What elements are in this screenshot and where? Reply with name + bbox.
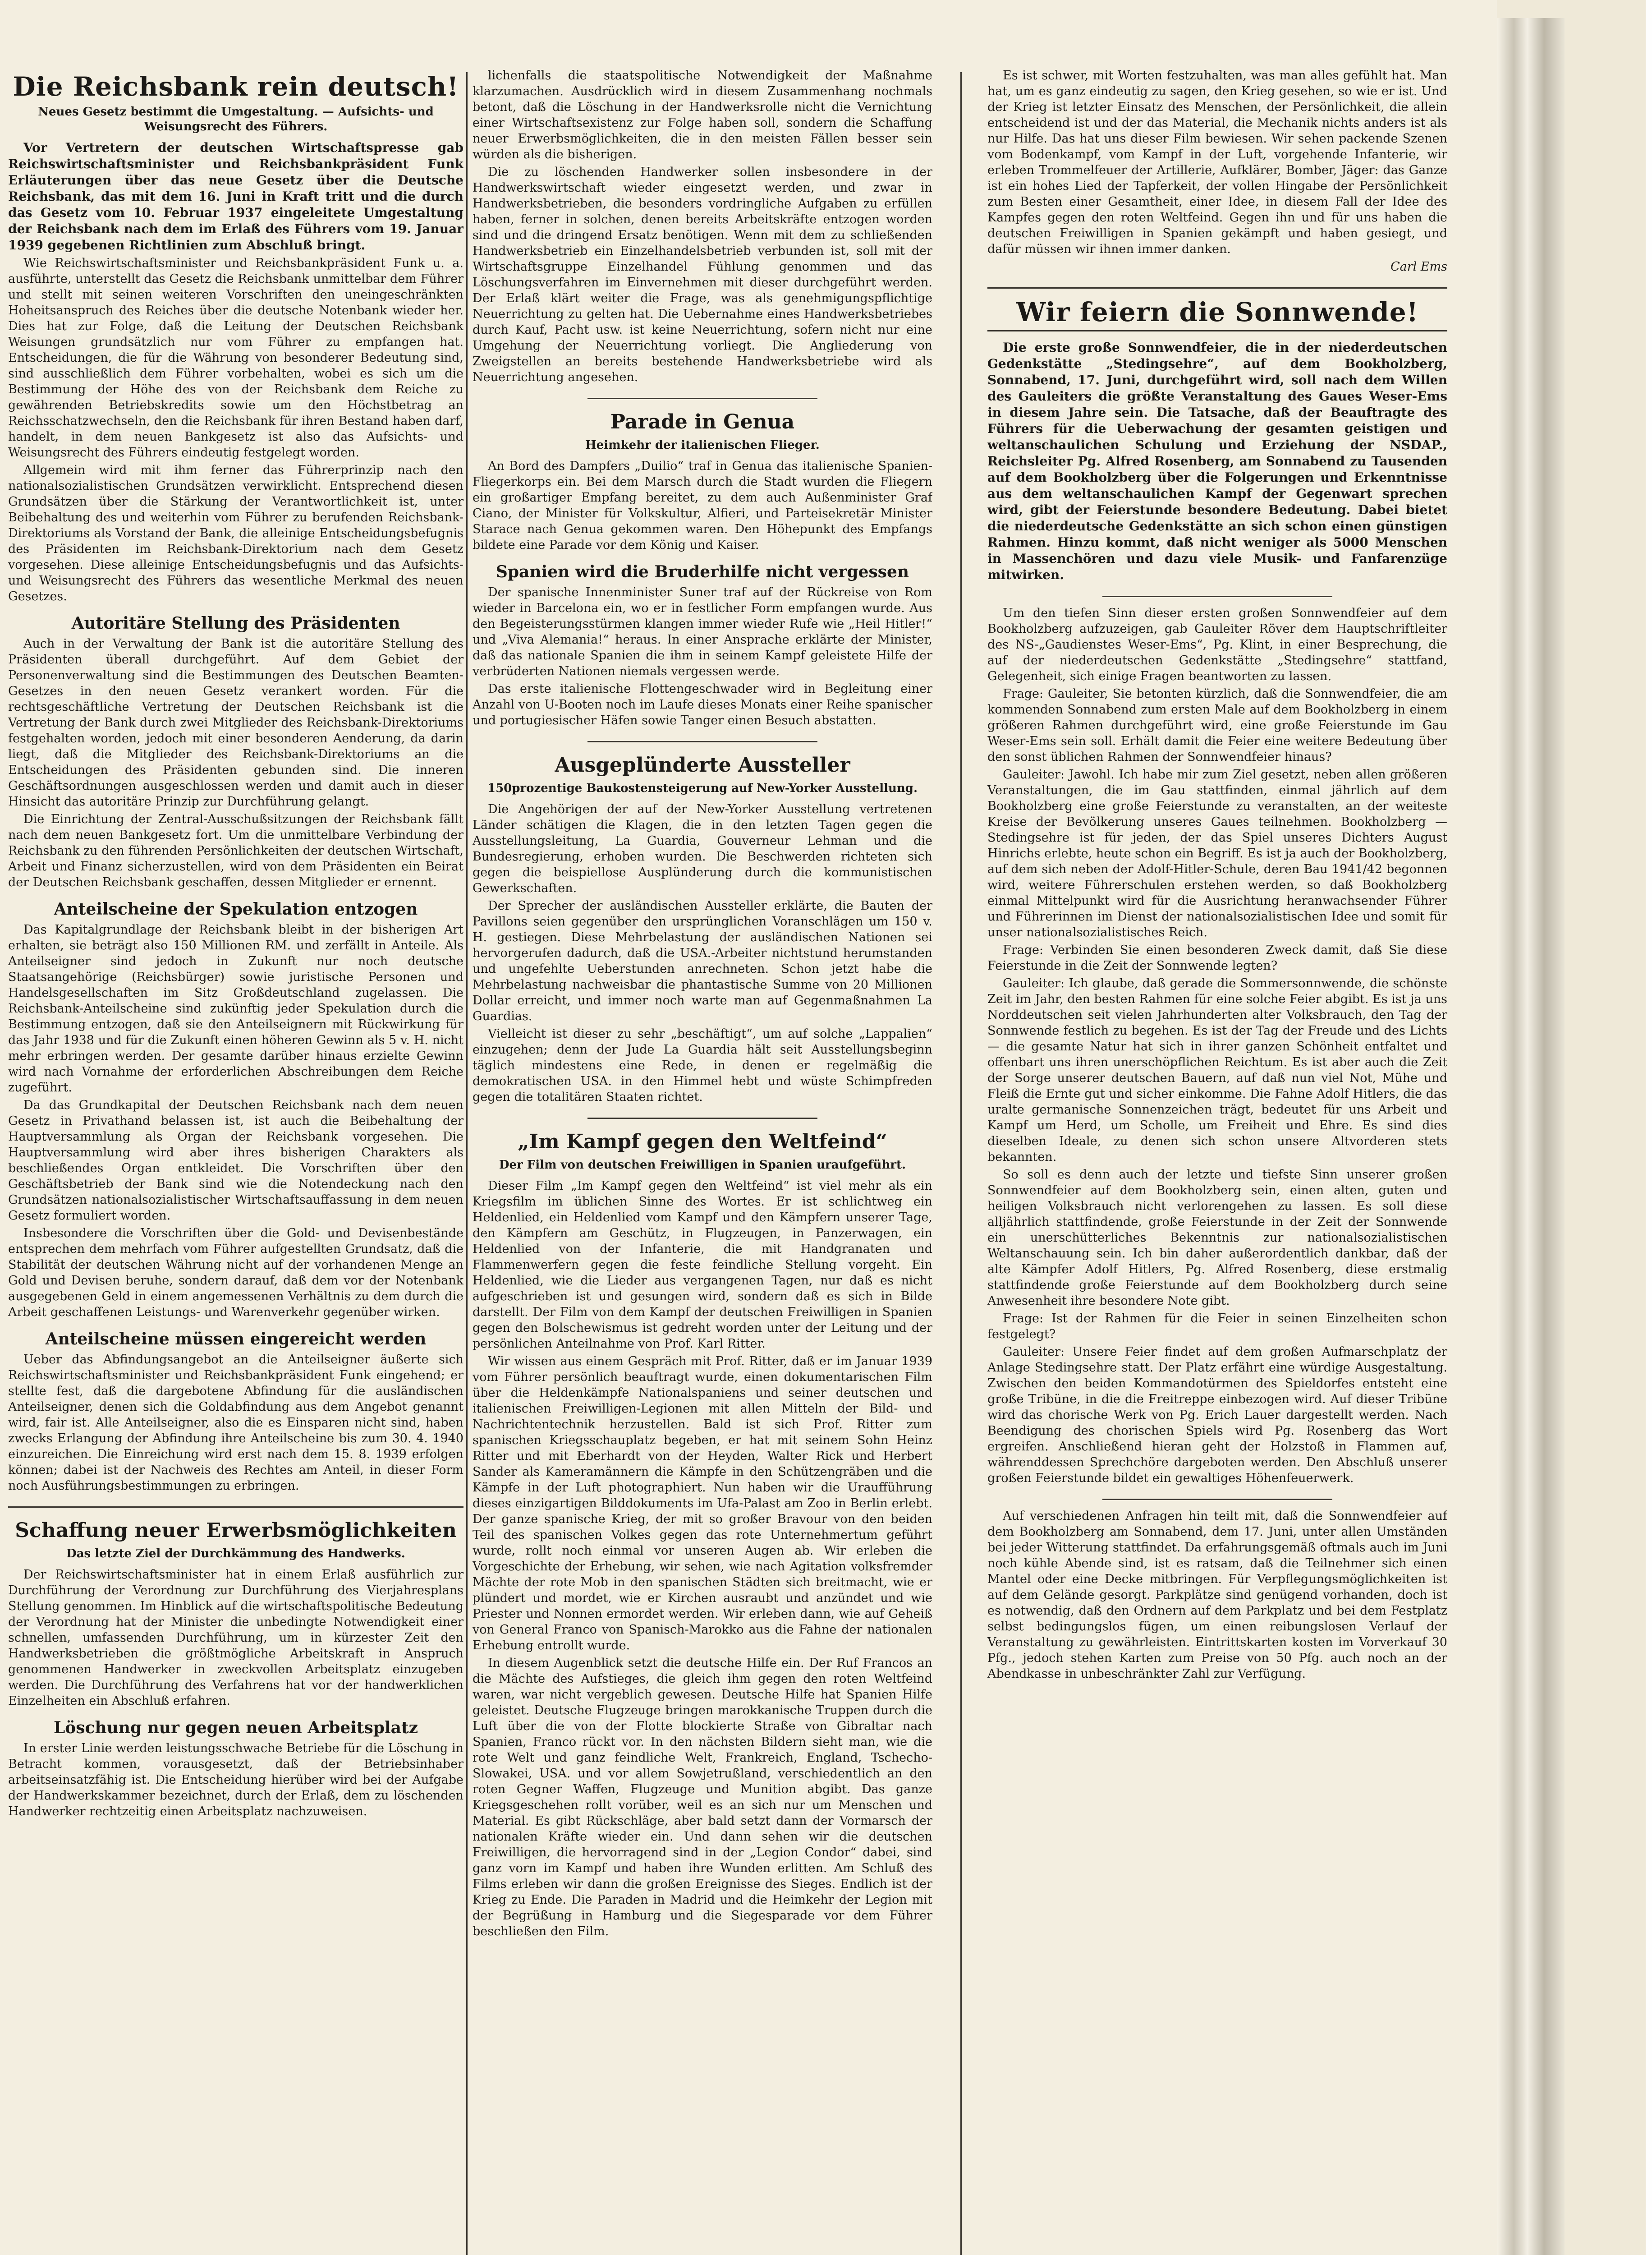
- column-3: [987, 68, 1447, 2255]
- article-separator: [987, 287, 1447, 289]
- article-paragraph: Es ist schwer, mit Worten festzuhalten, was man alles gefühlt hat. Man hat, um es ganz eindeutig zu sagen, den Krieg gesehen, so wie er ist. Und der Krieg ist letzter Einsatz des Menschen, der Persönlichkeit, die allein entscheidend ist und der das Material, die Mechanik nichts anders ist als nur Hilfe. Das hat uns dieser Film bewiesen. Wir sehen packende Szenen vom Bodenkampf, vom Kampf in der Luft, vorgehende Infanterie, wir erleben Trommelfeuer der Artillerie, Aufklärer, Bomber, Jäger: das Ganze ist ein hohes Lied der Tapferkeit, der vollen Hingabe der Persönlichkeit zum Besten einer Gesamtheit, einer Idee, in diesem Fall der Idee des Kampfes gegen den roten Weltfeind. Gegen ihn und für uns haben die deutschen Freiwilligen in Spanien gekämpft und haben gesiegt, und dafür müssen wir ihnen immer danken.: [987, 69, 1447, 256]
- author-signature: Carl Ems: [1390, 260, 1447, 274]
- lead-paragraph: Vor Vertretern der deutschen Wirtschaftspresse gab Reichswirtschaftsminister und Reichsbankpräsident Funk Erläuterungen über das neue Gesetz über die Deutsche Reichsbank, das mit dem 16. Juni in Kraft tritt und die durch das Gesetz vom 10. Februar 1937 eingeleitete Umgestaltung der Reichsbank nach dem im Erlaß des Führers vom 19. Januar 1939 gegebenen Richtlinien zum Abschluß bringt.: [8, 140, 463, 253]
- headline-aussteller: Ausgeplünderte Aussteller: [555, 754, 850, 777]
- article-paragraph: Da das Grundkapital der Deutschen Reichsbank nach dem neuen Gesetz in Privathand belassen ist, ist auch die Beibehaltung der Hauptversammlung als Organ der Reichsbank vorgesehen. Die Hauptversammlung wird aber ihres bisherigen Charakters als beschließendes Organ entkleidet. Die Vorschriften über den Geschäftsbetrieb der Bank sind wie die Notendeckung nach den Grundsätzen nationalsozialistischer Wirtschaftsauffassung in dem neuen Gesetz formuliert worden.: [8, 1098, 463, 1223]
- article-separator: [8, 1506, 463, 1508]
- article-separator: [587, 741, 817, 742]
- deck-ausstellung: 150prozentige Baukostensteigerung auf New-Yorker Ausstellung.: [487, 782, 918, 795]
- book-page-edges: [1497, 18, 1565, 2255]
- headline-erwerbsmoeglichkeiten: Schaffung neuer Erwerbsmöglichkeiten: [15, 1519, 457, 1542]
- interview-answer: Gauleiter: Ich glaube, daß gerade die Sommersonnwende, die schönste Zeit im Jahr, den besten Rahmen für eine solche Feier abgibt. Es ist ja uns Norddeutschen seit vielen Jahrhunderten alter Volksbrauch, den Tag der Sonnwende festlich zu begehen. Es ist der Tag der Freude und des Lichts — die gesamte Natur hat sich in ihrer ganzen Schönheit entfaltet und offenbart uns ihren unerschöpflichen Reichtum. Es ist aber auch die Zeit der Sorge unserer deutschen Bauern, auf daß nun viel Not, Mühe und Fleiß die Ernte gut und sicher einkomme. Die Fahne Adolf Hitlers, die das uralte germanische Sonnenzeichen trägt, bedeutet für uns Arbeit und Kampf um Herd, um Scholle, um Freiheit und Ehre. Es sind dies dieselben Ideale, zu denen sich schon unsere Altvorderen stets bekannten.: [987, 976, 1447, 1164]
- lead-paragraph: Die erste große Sonnwendfeier, die in der niederdeutschen Gedenkstätte „Stedingsehre“, auf dem Bookholzberg, Sonnabend, 17. Juni, durchgeführt wird, soll nach dem Willen des Gauleiters die größte Veranstaltung des Gaues Weser-Ems in diesem Jahre sein. Die Tatsache, daß der Beauftragte des Führers für die Ueberwachung der gesamten geistigen und weltanschaulichen Schulung und Erziehung der NSDAP., Reichsleiter Pg. Alfred Rosenberg, am Sonnabend zu Tausenden auf dem Bookholzberg über die Folgerungen und Erkenntnisse aus dem weltanschaulichen Kampf der Gegenwart sprechen wird, gibt der Feierstunde besondere Bedeutung. Dabei bietet die niederdeutsche Gedenkstätte an sich schon einen günstigen Rahmen. Hinzu kommt, daß nicht weniger als 5000 Menschen in Massenchören und dazu viele Musik- und Fanfarenzüge mitwirken.: [987, 340, 1447, 582]
- headline-reichsbank: Die Reichsbank rein deutsch!: [13, 71, 459, 102]
- column-2: [473, 68, 932, 2255]
- article-paragraph: So soll es denn auch der letzte und tiefste Sinn unserer großen Sonnwendfeier auf dem Bookholzberg sein, einen alten, guten und heiligen Volksbrauch nicht verlorengehen zu lassen. Es soll diese alljährlich stattfindende, große Feierstunde in der Zeit der Sonnwende ein unerschütterliches Bekenntnis zur nationalsozialistischen Weltanschauung sein. Ich bin daher außerordentlich dankbar, daß der alte Kämpfer Adolf Hitlers, Pg. Alfred Rosenberg, diese erstmalig stattfindende große Feierstunde auf dem Bookholzberg durch seine Anwesenheit ihre besondere Note gibt.: [987, 1168, 1447, 1308]
- interview-question: Frage: Gauleiter, Sie betonten kürzlich, daß die Sonnwendfeier, die am kommenden Sonnabend zum ersten Male auf dem Bookholzberg in einem größeren Rahmen durchgeführt wird, eine große Feierstunde im Gau Weser-Ems sein soll. Erhält damit die Feier eine weitere Bedeutung über den sonst üblichen Rahmen der Sonnwendfeier hinaus?: [987, 687, 1447, 764]
- article-paragraph: Das Kapitalgrundlage der Reichsbank bleibt in der bisherigen Art erhalten, sie beträgt also 150 Millionen RM. und zerfällt in Anteile. Als Anteilseigner sind jedoch in Zukunft nur noch deutsche Staatsangehörige (Reichsbürger) sowie juristische Personen und Handelsgesellschaften im Sitz Großdeutschland zugelassen. Die Reichsbank-Anteilscheine sind zukünftig jeder Spekulation durch die Bestimmung entzogen, daß sie den Anteilseignern mit Rückwirkung für das Jahr 1938 und für die Zukunft einen höheren Gewinn als 5 v. H. nicht mehr erbringen werden. Der gesamte darüber hinaus erzielte Gewinn wird nach Vornahme der erforderlichen Abschreibungen dem Reiche zugeführt.: [8, 923, 463, 1095]
- article-separator: [1102, 1499, 1332, 1500]
- interview-question: Frage: Ist der Rahmen für die Feier in seinen Einzelheiten schon festgelegt?: [987, 1312, 1447, 1341]
- headline-weltfeind: „Im Kampf gegen den Weltfeind“: [518, 1130, 887, 1153]
- article-separator: [587, 398, 817, 399]
- article-paragraph: Vielleicht ist dieser zu sehr „beschäftigt“, um auf solche „Lappalien“ einzugehen; denn der Jude La Guardia hält seit Ausstellungsbeginn täglich mindestens eine Rede, in denen er regelmäßig die demokratischen USA. in den Himmel hebt und wüste Schimpfreden gegen die totalitären Staaten richtet.: [473, 1027, 932, 1104]
- deck-handwerk: Das letzte Ziel der Durchkämmung des Handwerks.: [66, 1547, 405, 1560]
- article-paragraph: Der spanische Innenminister Suner traf auf der Rückreise von Rom wieder in Barcelona ein, wo er in festlicher Form empfangen wurde. Aus den Begeisterungsstürmen klangen immer wieder Rufe wie „Heil Hitler!“ und „Viva Alemania!“ heraus. In einer Ansprache erklärte der Minister, daß das nationale Spanien die ihm in seinem Kampf geleistete Hilfe der verbrüderten Nationen niemals vergessen werde.: [473, 585, 932, 678]
- interview-answer: Gauleiter: Jawohl. Ich habe mir zum Ziel gesetzt, neben allen größeren Veranstaltungen, die im Gau stattfinden, einmal jährlich auf dem Bookholzberg eine große Feierstunde zu veranstalten, an der weiteste Kreise der Bevölkerung unseres Gaues teilnehmen. Bookholzberg — Stedingsehre ist für jeden, der das Spiel unseres Dichters August Hinrichs erlebte, heute schon ein Begriff. Es ist ja auch der Bookholzberg, auf dem sich neben der Adolf-Hitler-Schule, deren Bau 1941/42 begonnen wird, weitere Führerschulen erstehen werden, so daß Bookholzberg einmal Mittelpunkt wird für die Ausrichtung heranwachsender Führer und Führerinnen im Dienst der nationalsozialistischen Idee und somit für unser nationalsozialistisches Reich.: [987, 768, 1447, 939]
- article-paragraph: Insbesondere die Vorschriften über die Gold- und Devisenbestände entsprechen dem mehrfach vom Führer aufgestellten Grundsatz, daß die Stabilität der deutschen Währung nicht auf der vorhandenen Menge an Gold und Devisen beruhe, sondern darauf, daß dem vor der Notenbank ausgegebenen Geld in einem angemessenen Verhältnis zu dem durch die Arbeit geschaffenen Leistungs- und Warenverkehr gegenüber wirken.: [8, 1226, 463, 1319]
- article-paragraph: Die Angehörigen der auf der New-Yorker Ausstellung vertretenen Länder schätigen die Klagen, die in den letzten Tagen gegen die Ausstellungsleitung, La Guardia, Gouverneur Lehman und die Bundesregierung, erhoben wurden. Die Beschwerden richteten sich gegen die beispiellose Ausplünderung durch die kommunistischen Gewerkschaften.: [473, 802, 932, 895]
- subheading-bruderhilfe: Spanien wird die Bruderhilfe nicht vergessen: [496, 562, 909, 581]
- article-paragraph: Dieser Film „Im Kampf gegen den Weltfeind“ ist viel mehr als ein Kriegsfilm im üblichen Sinne des Wortes. Er ist schlichtweg ein Heldenlied, ein Heldenlied vom Kampf und den Kämpfern unserer Tage, den Kämpfern am Geschütz, in Flugzeugen, in Panzerwagen, ein Heldenlied von der Infanterie, die mit Handgranaten und Flammenwerfern gegen die feste feindliche Stellung vorgeht. Ein Heldenlied, wie die Lieder aus vergangenen Tagen, nur daß es nicht aufgeschrieben ist und gesungen wird, sondern daß es sich in Bilde darstellt. Der Film von dem Kampf der deutschen Freiwilligen in Spanien gegen den Bolschewismus ist gedreht worden unter der Leitung und der persönlichen Anteilnahme von Prof. Karl Ritter.: [473, 1179, 932, 1351]
- article-paragraph: Wir wissen aus einem Gespräch mit Prof. Ritter, daß er im Januar 1939 vom Führer persönlich beauftragt wurde, einen dokumentarischen Film über die Heldenkämpfe Nationalspaniens und seiner deutschen und italienischen Freiwilligen-Legionen mit allen Mitteln der Bild- und Nachrichtentechnik herzustellen. Bald ist sich Prof. Ritter zum spanischen Kriegsschauplatz begeben, er hat mit seinem Sohn Heinz Ritter und mit Eberhardt von der Heyden, Walter Rick und Herbert Sander als Kameramännern die Kämpfe in den Schützengräben und die Kämpfe in der Luft photographiert. Nun haben wir die Uraufführung dieses einzigartigen Bilddokuments im Ufa-Palast am Zoo in Berlin erlebt. Der ganze spanische Krieg, der mit so großer Bravour von den beiden Teil des spanischen Volkes gegen das rote Unternehmertum geführt wurde, rollt noch einmal vor unseren Augen ab. Wir erleben die Vorgeschichte der Erhebung, wir sehen, wie nach Agitation volksfremder Mächte der rote Mob in den spanischen Städten sich breitmacht, wie er plündert und mordet, wie er Kirchen ausraubt und anzündet und wie Priester und Nonnen ermordet werden. Wir erleben dann, wie auf Geheiß von General Franco von Spanisch-Marokko aus die Fahne der nationalen Erhebung entrollt wurde.: [473, 1354, 932, 1652]
- article-paragraph: Ueber das Abfindungsangebot an die Anteilseigner äußerte sich Reichswirtschaftsminister und Reichsbankpräsident Funk eingehend; er stellte fest, daß die dargebotene Abfindung für die ausländischen Anteilseigner, denen sich die Goldabfindung aus dem Angebot genannt wird, fair ist. Alle Anteilseigner, also die es Einsparen nicht sind, haben zwecks Erlangung der Abfindung ihre Anteilscheine bis zum 30. 4. 1940 einzureichen. Die Einreichung wird erst nach dem 15. 8. 1939 erfolgen können; dabei ist der Nachweis des Rechtes am Anteil, in dieser Form noch Ausführungsbestimmungen zu erbringen.: [8, 1353, 463, 1493]
- headline-underline: [987, 330, 1447, 331]
- article-paragraph: In diesem Augenblick setzt die deutsche Hilfe ein. Der Ruf Francos an die Mächte des Aufstieges, die gleich ihm gegen den roten Weltfeind waren, war nicht vergeblich gewesen. Deutsche Hilfe hat Spanien Hilfe geleistet. Deutsche Flugzeuge bringen marokkanische Truppen durch die Luft über die von der Flotte blockierte Straße von Gibraltar nach Spanien, Franco rückt vor. In den nächsten Bildern sieht man, wie die rote Welt und ganz feindliche Welt, Frankreich, England, Tschecho-Slowakei, USA. und vor allem Sowjetrußland, verschiedentlich an den roten Gegner Waffen, Flugzeuge und Munition abgibt. Das ganze Kriegsgeschehen rollt vorüber, weil es an sich nur um Menschen und Material. Es gibt Rückschläge, aber bald setzt dann der Vormarsch der nationalen Kräfte wieder ein. Und dann sehen wir die deutschen Freiwilligen, die hervorragend sind in der „Legion Condor“ dabei, sind ganz vorn im Kampf und haben ihre Wunden erlitten. Am Schluß des Films erleben wir dann die großen Ereignisse des Sieges. Endlich ist der Krieg zu Ende. Die Paraden in Madrid und die Heimkehr der Legion mit der Begrüßung in Hamburg und die Siegesparade vor dem Führer beschließen den Film.: [473, 1656, 932, 1938]
- interview-answer: Gauleiter: Unsere Feier findet auf dem großen Aufmarschplatz der Anlage Stedingsehre statt. Der Platz erfährt eine würdige Ausgestaltung. Zwischen den beiden Kommandotürmen des Spieldorfes entsteht eine große Tribüne, in die die Freitreppe einbezogen wird. Auf dieser Tribüne wird das chorische Werk von Pg. Erich Lauer dargestellt werden. Nach Beendigung des chorischen Spiels wird Pg. Rosenberg das Wort ergreifen. Anschließend hieran geht der Holzstoß in Flammen auf, währenddessen Sprechchöre dargeboten werden. Den Abschluß unserer großen Feierstunde bildet ein gewaltiges Höhenfeuerwerk.: [987, 1345, 1447, 1485]
- column-divider-2: [960, 72, 962, 2255]
- article-paragraph: Der Sprecher der ausländischen Aussteller erklärte, die Bauten der Pavillons seien gegenüber den ursprünglichen Voranschlägen um 150 v. H. gestiegen. Diese Mehrbelastung der ausländischen Nationen sei hervorgerufen dadurch, daß die USA.-Arbeiter nichtstund herumstanden und ungefehlte Ueberstunden anrechneten. Schon jetzt habe die Mehrbelastung nachweisbar die phantastische Summe von 20 Millionen Dollar erreicht, und immer noch warte man auf Gegenmaßnahmen La Guardias.: [473, 899, 932, 1023]
- article-paragraph: In erster Linie werden leistungsschwache Betriebe für die Löschung in Betracht kommen, vorausgesetzt, daß der Betriebsinhaber arbeitseinsatzfähig ist. Die Entscheidung hierüber wird bei der Aufgabe der Handwerkskammer bezeichnet, durch der Erlaß, dem zu löschenden Handwerker rechtzeitig einen Arbeitsplatz nachzuweisen.: [8, 1741, 463, 1818]
- article-paragraph: lichenfalls die staatspolitische Notwendigkeit der Maßnahme klarzumachen. Ausdrücklich wird in diesem Zusammenhang nochmals betont, daß die Löschung in der Handwerksrolle nicht die Vernichtung einer Wirtschaftsexistenz zur Folge haben soll, sondern die Schaffung neuer Erwerbsmöglichkeiten, die in den meisten Fällen besser sein würden als die bisherigen.: [473, 69, 932, 161]
- article-paragraph: Die zu löschenden Handwerker sollen insbesondere in der Handwerkswirtschaft wieder eingesetzt werden, und zwar in Handwerksbetrieben, die besonders vordringliche Aufgaben zu erfüllen haben, ferner in solchen, denen bereits Arbeitskräfte entzogen worden sind und die dringend Ersatz benötigen. Wenn mit dem zu schließenden Handwerksbetrieb ein Einzelhandelsbetrieb verbunden ist, soll mit der Wirtschaftsgruppe Einzelhandel Fühlung genommen und das Löschungsverfahren im Einvernehmen mit dieser durchgeführt werden. Der Erlaß klärt weiter die Frage, was als genehmigungspflichtige Neuerrichtung zu gelten hat. Die Uebernahme eines Handwerksbetriebes durch Kauf, Pacht usw. ist keine Neuerrichtung, sofern nicht nur eine Umgehung der Neuerrichtung vorliegt. Die Angliederung von Zweigstellen an bereits bestehende Handwerksbetriebe wird als Neuerrichtung angesehen.: [473, 165, 932, 384]
- headline-parade-genua: Parade in Genua: [610, 410, 795, 433]
- article-separator: [587, 1118, 817, 1119]
- article-paragraph: Wie Reichswirtschaftsminister und Reichsbankpräsident Funk u. a. ausführte, unterstellt das Gesetz die Reichsbank unmittelbar dem Führer und stellt mit seinen weiteren Vorschriften den uneingeschränkten Hoheitsanspruch des Reiches über die deutsche Notenbank wieder her. Dies hat zur Folge, daß die Leitung der Deutschen Reichsbank Weisungen grundsätzlich nur vom Führer zu empfangen hat. Entscheidungen, die für die Währung von besonderer Bedeutung sind, sind ausschließlich dem Führer vorbehalten, wobei es sich um die Bestimmung der Höhe des von der Reichsbank dem Reiche zu gewährenden Betriebskredits sowie um den Höchstbetrag an Reichsschatzwechseln, den die Reichsbank für ihren Bestand haben darf, handelt, in dem neuen Bankgesetz ist also das Aufsichts- und Weisungsrecht des Führers eindeutig festgelegt worden.: [8, 256, 463, 460]
- headline-sonnwende: Wir feiern die Sonnwende!: [1016, 297, 1419, 327]
- subheading-eingereicht: Anteilscheine müssen eingereicht werden: [45, 1330, 427, 1348]
- article-paragraph: Der Reichswirtschaftsminister hat in einem Erlaß ausführlich zur Durchführung der Verordnung zur Durchführung des Vierjahresplans Stellung genommen. Im Hinblick auf die wirtschaftspolitische Bedeutung der Verordnung hat der Minister die unbedingte Notwendigkeit einer schnellen, umfassenden Durchführung, um in kürzester Zeit den Handwerksbetrieben die größtmögliche Arbeitskraft in Anspruch genommenen Handwerker in zweckvollen Arbeitsplatz einzugeben werden. Die Durchführung des Verfahrens hat vor der handwerklichen Einzelheiten ein Abschluß erfahren.: [8, 1568, 463, 1708]
- column-divider-1: [466, 72, 468, 2255]
- article-paragraph: Um den tiefen Sinn dieser ersten großen Sonnwendfeier auf dem Bookholzberg aufzuzeigen, gab Gauleiter Röver dem Hauptschriftleiter des NS-„Gaudienstes Weser-Ems“, Pg. Klint, in einer Besprechung, die auf der niederdeutschen Gedenkstätte „Stedingsehre“ stattfand, Gelegenheit, sich einige Fragen beantworten zu lassen.: [987, 606, 1447, 683]
- subheading-anteilscheine: Anteilscheine der Spekulation entzogen: [54, 900, 418, 919]
- subheading-loeschung: Löschung nur gegen neuen Arbeitsplatz: [53, 1718, 418, 1737]
- article-separator: [1102, 596, 1332, 597]
- article-paragraph: Allgemein wird mit ihm ferner das Führerprinzip nach den nationalsozialistischen Grundsätzen verwirklicht. Entsprechend diesen Grundsätzen über die Stärkung der Verantwortlichkeit ist, unter Beibehaltung des und weiterhin vom Führer zu berufenden Reichsbank-Direktoriums als Vorstand der Bank, die alleinige Entscheidungsbefugnis des Präsidenten im Reichsbank-Direktorium nach dem Gesetz vorgesehen. Diese alleinige Entscheidungsbefugnis und das Aufsichts- und Weisungsrecht des Führers das wesentliche Merkmal des neuen Gesetzes.: [8, 463, 463, 603]
- subheading-praesident: Autoritäre Stellung des Präsidenten: [71, 614, 400, 633]
- interview-question: Frage: Verbinden Sie einen besonderen Zweck damit, daß Sie diese Feierstunde in die Zeit der Sonnwende legten?: [987, 943, 1447, 973]
- article-paragraph: Das erste italienische Flottengeschwader wird in Begleitung einer Anzahl von U-Booten noch im Laufe dieses Monats einer Reihe spanischer und portugiesischer Häfen sowie Tanger einen Besuch abstatten.: [473, 682, 932, 727]
- article-paragraph: An Bord des Dampfers „Duilio“ traf in Genua das italienische Spanien-Fliegerkorps ein. Bei dem Marsch durch die Stadt wurden die Fliegern ein großartiger Empfang bereitet, zu dem auch Außenminister Graf Ciano, der Minister für Volkskultur, Alfieri, und Parteisekretär Minister Starace nach Genua gekommen waren. Den Höhepunkt des Empfangs bildete eine Parade vor dem König und Kaiser.: [473, 459, 932, 552]
- deck-film: Der Film von deutschen Freiwilligen in Spanien uraufgeführt.: [499, 1158, 906, 1172]
- article-paragraph: Auch in der Verwaltung der Bank ist die autoritäre Stellung des Präsidenten überall durchgeführt. Auf dem Gebiet der Personenverwaltung sind die Bestimmungen des Deutschen Beamten-Gesetzes in den neuen Gesetz verankert worden. Für die rechtsgeschäftliche Vertretung der Deutschen Reichsbank ist die Vertretung der Bank durch zwei Mitglieder des Reichsbank-Direktoriums festgehalten worden, jedoch mit einer besonderen Aenderung, da darin liegt, daß die Mitglieder des Reichsbank-Direktoriums an die Entscheidungen des Präsidenten gebunden sind. Die inneren Geschäftsordnungen ausgeschlossen werden und damit auch in dieser Hinsicht das autoritäre Prinzip zur Durchführung gelangt.: [8, 637, 463, 809]
- article-paragraph: Die Einrichtung der Zentral-Ausschußsitzungen der Reichsbank fällt nach dem neuen Bankgesetz fort. Um die unmittelbare Verbindung der Reichsbank zu den führenden Persönlichkeiten der deutschen Wirtschaft, Arbeit und Finanz sicherzustellen, wird von dem Präsidenten ein Beirat der Deutschen Reichsbank geschaffen, dessen Mitglieder er ernennt.: [8, 812, 463, 889]
- article-paragraph: Auf verschiedenen Anfragen hin teilt mit, daß die Sonnwendfeier auf dem Bookholzberg am Sonnabend, dem 17. Juni, unter allen Umständen bei jeder Witterung stattfindet. Da erfahrungsgemäß oftmals auch im Juni noch kühle Abende sind, ist es ratsam, daß die Teilnehmer sich einen Mantel oder eine Decke mitbringen. Für Verpflegungsmöglichkeiten ist auf dem Gelände gesorgt. Parkplätze sind genügend vorhanden, doch ist es notwendig, daß den Ordnern auf dem Parkplatz und bei dem Festplatz selbst bedingungslos fügen, um einen reibungslosen Verlauf der Veranstaltung zu gewährleisten. Eintrittskarten kosten im Vorverkauf 30 Pfg., jedoch stehen Karten zum Preise von 50 Pfg. auch noch an der Abendkasse in unbeschränkter Zahl zur Verfügung.: [987, 1509, 1447, 1681]
- deck-flieger: Heimkehr der italienischen Flieger.: [585, 438, 820, 452]
- deck-reichsbank: Neues Gesetz bestimmt die Umgestaltung. — Aufsichts- und Weisungsrecht des Führers.: [38, 105, 434, 133]
- column-1: [8, 68, 463, 2255]
